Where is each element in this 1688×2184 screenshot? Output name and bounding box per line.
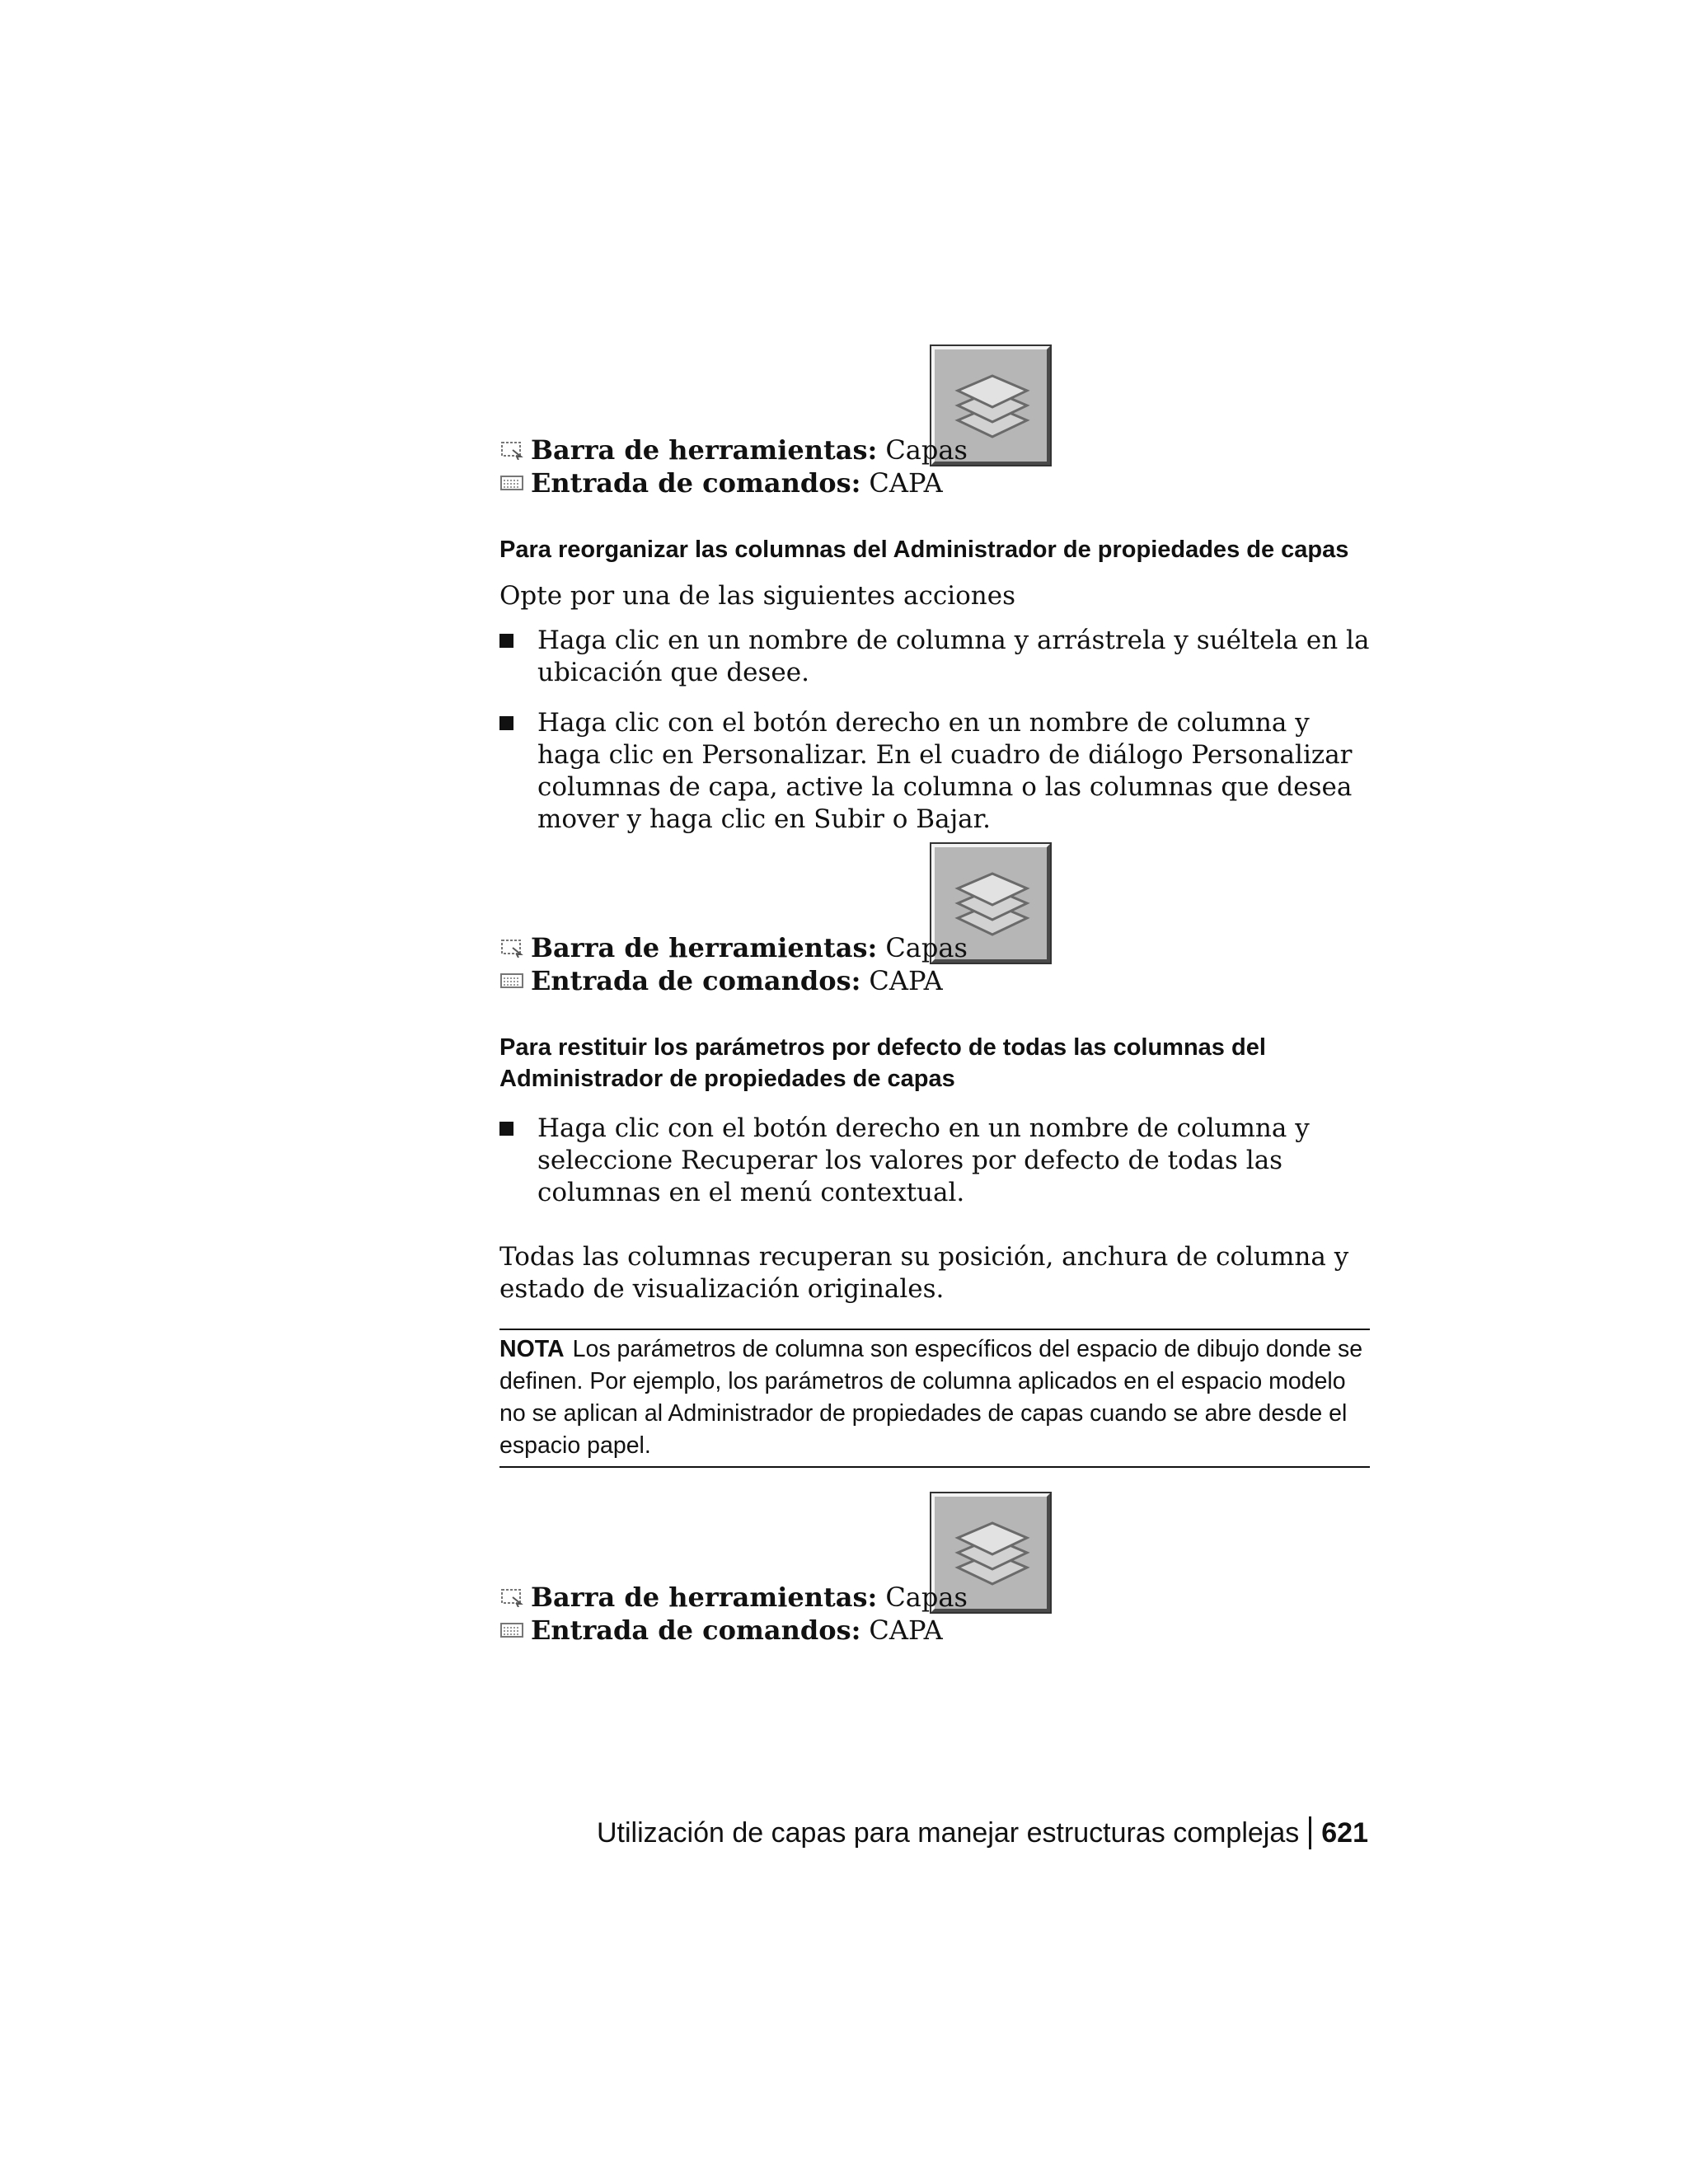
access-block-2 [499,844,1076,1001]
note [499,1333,1370,1462]
list-item-text: Haga clic con el botón derecho en un nombre de columna y haga clic en Personalizar. En el cuadro de diálogo Personalizar columnas de capa, active la columna o las columnas que desea mover y haga clic en Subir o Bajar. [537,708,1353,834]
result-paragraph: Todas las columnas recuperan su posición, anchura de columna y estado de visualización originales. [499,1242,1349,1304]
command-value: CAPA [869,1615,943,1646]
note-top-rule [499,1329,1370,1330]
command-access-line [499,1614,943,1647]
bullet-icon [499,634,513,648]
section-heading-restore: Para restituir los parámetros por defecto de todas las columnas del Administrador de propiedades de capas [499,1034,1266,1092]
command-access-line [499,466,943,499]
toolbar-value: Capas [885,1582,968,1613]
footer-title: Utilización de capas para manejar estructuras complejas [596,1816,1300,1849]
command-value: CAPA [869,965,943,996]
toolbar-icon [499,1587,524,1607]
command-value: CAPA [869,467,943,499]
keyboard-icon [499,1620,524,1640]
toolbar-label: Barra de herramientas: [531,1582,878,1613]
note-text: Los parámetros de columna son específicos del espacio de dibujo donde se definen. Por ejemplo, los parámetros de columna aplicados en el espacio modelo no se aplican al Administrador de propiedades de capas cuando se abre desde el espacio papel. [499,1336,1363,1459]
note-bottom-rule [499,1466,1370,1468]
access-block-3 [499,1493,1076,1650]
list-item-text: Haga clic en un nombre de columna y arrástrela y suéltela en la ubicación que desee. [537,626,1370,687]
section-intro: Opte por una de las siguientes acciones [499,581,1015,611]
toolbar-label: Barra de herramientas: [531,932,878,963]
toolbar-access-line [499,1581,968,1614]
footer-separator [1309,1816,1311,1849]
toolbar-access-line [499,931,968,964]
keyboard-icon [499,473,524,493]
toolbar-icon [499,938,524,958]
command-label: Entrada de comandos: [531,965,861,996]
bullet-icon [499,1122,513,1136]
bullet-icon [499,716,513,730]
keyboard-icon [499,971,524,991]
access-block-1 [499,346,1076,503]
toolbar-access-line [499,434,968,466]
section-heading-reorganize: Para reorganizar las columnas del Administrador de propiedades de capas [499,537,1349,563]
toolbar-icon [499,440,524,460]
command-access-line [499,964,943,997]
toolbar-label: Barra de herramientas: [531,434,878,466]
toolbar-value: Capas [885,434,968,466]
command-label: Entrada de comandos: [531,467,861,499]
list-item-text: Haga clic con el botón derecho en un nombre de columna y seleccione Recuperar los valores por defecto de todas las columnas en el menú contextual. [537,1113,1310,1207]
page-number: 621 [1321,1816,1368,1849]
page-footer [597,1816,1368,1849]
note-label: NOTA [499,1336,565,1362]
toolbar-value: Capas [885,932,968,963]
command-label: Entrada de comandos: [531,1615,861,1646]
